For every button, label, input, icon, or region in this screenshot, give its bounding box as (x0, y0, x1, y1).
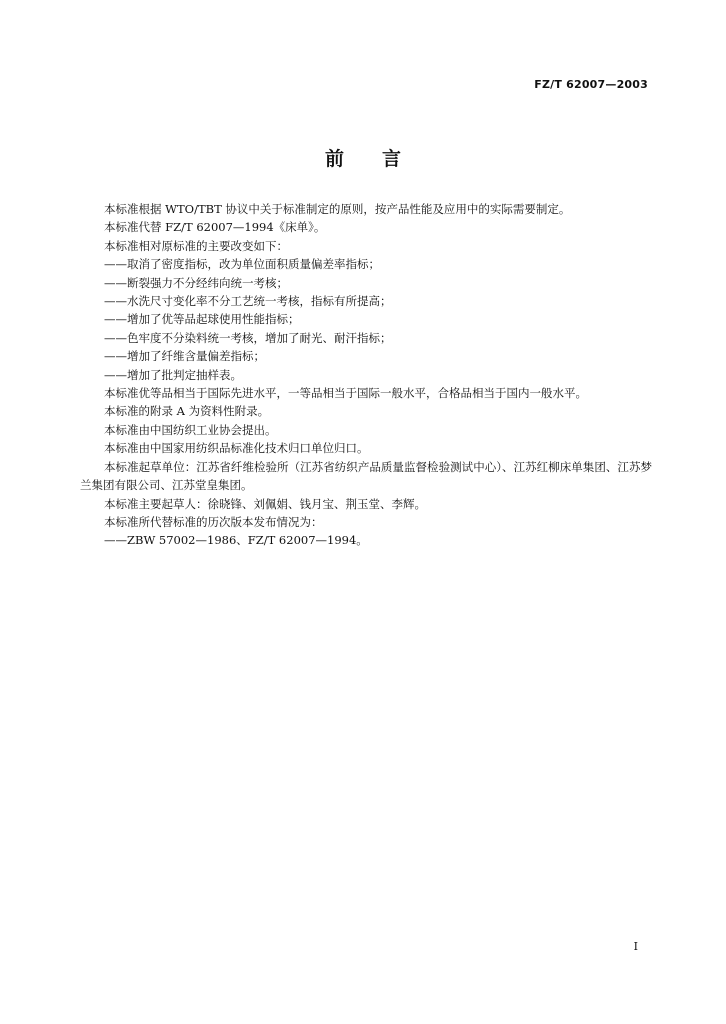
list-item: ——断裂强力不分经纬向统一考核； (104, 275, 288, 290)
list-item: ——色牢度不分染料统一考核，增加了耐光、耐汗指标； (104, 330, 392, 345)
paragraph: 本标准的附录 A 为资料性附录。 (104, 404, 270, 419)
foreword-body (80, 200, 652, 550)
list-item: ——取消了密度指标，改为单位面积质量偏差率指标； (104, 257, 380, 272)
paragraph: 本标准所代替标准的历次版本发布情况为： (104, 514, 323, 529)
paragraph: 本标准根据 WTO/TBT 协议中关于标准制定的原则，按产品性能及应用中的实际需要制定。 (104, 202, 571, 216)
list-item: ——增加了优等品起球使用性能指标； (104, 312, 300, 327)
paragraph: 本标准由中国家用纺织品标准化技术归口单位归口。 (104, 441, 369, 456)
page-title: 前言 (324, 148, 439, 170)
standard-code: FZ/T 62007—2003 (534, 78, 648, 91)
paragraph: 本标准代替 FZ/T 62007—1994《床单》。 (104, 220, 326, 235)
page-number: I (633, 940, 638, 953)
list-item: ——ZBW 57002—1986、FZ/T 62007—1994。 (104, 533, 368, 548)
paragraph: 本标准由中国纺织工业协会提出。 (104, 422, 277, 437)
list-item: ——增加了批判定抽样表。 (104, 367, 242, 382)
paragraph: 本标准起草单位：江苏省纤维检验所（江苏省纺织产品质量监督检验测试中心）、江苏红柳床单集团、江苏梦兰集团有限公司、江苏堂皇集团。 (80, 459, 652, 493)
paragraph: 本标准相对原标准的主要改变如下： (104, 238, 288, 253)
list-item: ——水洗尺寸变化率不分工艺统一考核，指标有所提高； (104, 294, 392, 309)
list-item: ——增加了纤维含量偏差指标； (104, 349, 265, 364)
paragraph: 本标准优等品相当于国际先进水平，一等品相当于国际一般水平，合格品相当于国内一般水平。 (104, 386, 587, 401)
paragraph: 本标准主要起草人：徐晓锋、刘佩娟、钱月宝、荆玉堂、李辉。 (104, 496, 426, 511)
